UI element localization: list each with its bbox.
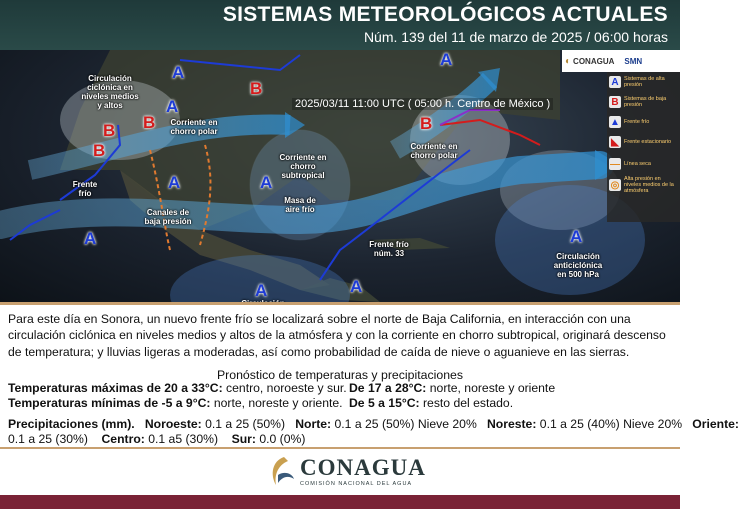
- label-cold-front-west: Frente frío: [72, 180, 98, 198]
- agency-logos: [562, 50, 680, 72]
- legend-label: Frente estacionario: [624, 139, 672, 145]
- label-cyclonic-circulation: Circulación ciclónica en niveles medios y altos: [81, 74, 139, 110]
- high-pressure-symbol: A: [166, 97, 179, 116]
- cold-front-icon: ▲: [610, 116, 620, 128]
- centro-value: 0.1 a5 (30%): [144, 432, 219, 446]
- high-pressure-icon: A: [609, 76, 621, 88]
- sur-label: Sur:: [231, 432, 256, 446]
- max-temp-regions: centro, noroeste y sur.: [222, 381, 347, 395]
- low-pressure-icon: B: [609, 96, 621, 108]
- low-pressure-symbol: B: [420, 114, 433, 133]
- high-pressure-symbol: A: [84, 229, 97, 248]
- legend-item: [609, 136, 679, 148]
- noreste-label: Noreste:: [486, 417, 537, 431]
- forecast-paragraph: Para este día en Sonora, un nuevo frente frío se localizará sobre el norte de Baja California, en interacción con una circulación ciclónica en niveles medios y altos de la atmósfera y con la corriente en chorro subtropical, originará descenso de temperatura; y lluvias ligeras a moderadas, así como probabilidad de caída de nieve o aguanieve en las sierras.: [8, 312, 666, 359]
- norte-value: 0.1 a 25 (50%) Nieve 20%: [331, 417, 477, 431]
- centro-label: Centro:: [101, 432, 145, 446]
- high-pressure-symbol: A: [168, 173, 181, 192]
- high-pressure-symbol: A: [570, 227, 583, 246]
- norte-label: Norte:: [295, 417, 332, 431]
- precip-label: Precipitaciones (mm).: [8, 417, 135, 431]
- max-temp-row: [8, 381, 347, 395]
- min-temp-label: Temperaturas mínimas de -5 a 9°C:: [8, 396, 211, 410]
- legend-label: Línea seca: [624, 161, 651, 167]
- legend-label: Sistemas de baja presión: [624, 96, 667, 108]
- legend-item: [609, 76, 679, 88]
- noreste-value: 0.1 a 25 (40%) Nieve 20%: [536, 417, 683, 431]
- max-temp-label: Temperaturas máximas de 20 a 33°C:: [8, 381, 223, 395]
- legend-item: [609, 116, 679, 128]
- label-cold-front-33: Frente frío núm. 33: [369, 240, 409, 258]
- page-title: SISTEMAS METEOROLÓGICOS ACTUALES: [222, 3, 668, 26]
- precip-row-1: [8, 417, 739, 431]
- footer-agency-subtitle: COMISIÓN NACIONAL DEL AGUA: [300, 481, 413, 487]
- high-pressure-symbol: A: [260, 173, 273, 192]
- max-temp-row-2: [349, 381, 555, 395]
- footer-agency-name: CONAGUA: [300, 455, 426, 480]
- conagua-logo-text: CONAGUA: [573, 56, 615, 66]
- legend-item: [609, 176, 679, 194]
- footer: [0, 449, 680, 495]
- label-cold-air-mass: Masa de aire frío: [284, 196, 316, 214]
- legend-label: Alta presión en niveles medios de la atmósfera: [624, 176, 674, 194]
- header-bar: [0, 0, 680, 50]
- oriente-label: Oriente:: [692, 417, 739, 431]
- legend-label: Frente frío: [624, 119, 650, 125]
- stationary-front-icon: ◣: [609, 136, 621, 148]
- high-pressure-symbol: A: [172, 63, 185, 82]
- low-pressure-symbol: B: [103, 121, 116, 140]
- low-pressure-symbol: B: [143, 113, 156, 132]
- bulletin-number-date: Núm. 139 del 11 de marzo de 2025 / 06:00 horas: [363, 29, 668, 45]
- noroeste-label: Noroeste:: [144, 417, 202, 431]
- high-pressure-symbol: A: [255, 281, 268, 300]
- high-pressure-symbol: A: [350, 277, 363, 296]
- low-pressure-symbol: B: [93, 141, 106, 160]
- low-pressure-symbol: B: [250, 79, 263, 98]
- legend-item: [609, 158, 679, 170]
- conagua-emblem-icon: [266, 455, 296, 489]
- min-temp-row-2: [349, 396, 513, 410]
- conagua-logo-icon: ◐: [565, 55, 572, 67]
- satellite-map: [0, 50, 680, 302]
- forecast-title: Pronóstico de temperaturas y precipitaciones: [216, 368, 464, 382]
- oriente-value: 0.1 a 25 (30%): [8, 432, 88, 446]
- min-temp-regions: norte, noreste y oriente.: [210, 396, 343, 410]
- min-temp-row: [8, 396, 343, 410]
- smn-logo-text: SMN: [624, 56, 643, 66]
- bottom-accent-bar: [0, 495, 680, 509]
- forecast-panel: [0, 302, 739, 449]
- label-anticyclonic-circulation: Circulación anticiclónica en 500 hPa: [553, 252, 603, 279]
- legend-item: [609, 96, 679, 108]
- label-polar-jet-east: Corriente en chorro polar: [410, 142, 458, 160]
- sur-value: 0.0 (0%): [255, 432, 306, 446]
- label-polar-jet-west: Corriente en chorro polar: [170, 118, 218, 136]
- high-pressure-upper-icon: ◎: [610, 179, 620, 191]
- label-low-pressure-channels: Canales de baja presión: [144, 208, 192, 226]
- precip-row-2: [8, 432, 305, 446]
- max-temp-regions-2: norte, noreste y oriente: [426, 381, 556, 395]
- min-temp-regions-2: resto del estado.: [419, 396, 514, 410]
- legend-label: Sistemas de alta presión: [624, 76, 665, 88]
- label-subtropical-jet: Corriente en chorro subtropical: [279, 153, 327, 180]
- high-pressure-symbol: A: [440, 50, 453, 69]
- min-temp-label-2: De 5 a 15°C:: [349, 396, 420, 410]
- map-legend: [607, 72, 680, 222]
- max-temp-label-2: De 17 a 28°C:: [349, 381, 427, 395]
- noroeste-value: 0.1 a 25 (50%): [201, 417, 286, 431]
- map-timestamp: 2025/03/11 11:00 UTC ( 05:00 h. Centro de México ): [292, 98, 553, 110]
- dry-line-icon: —: [610, 158, 620, 170]
